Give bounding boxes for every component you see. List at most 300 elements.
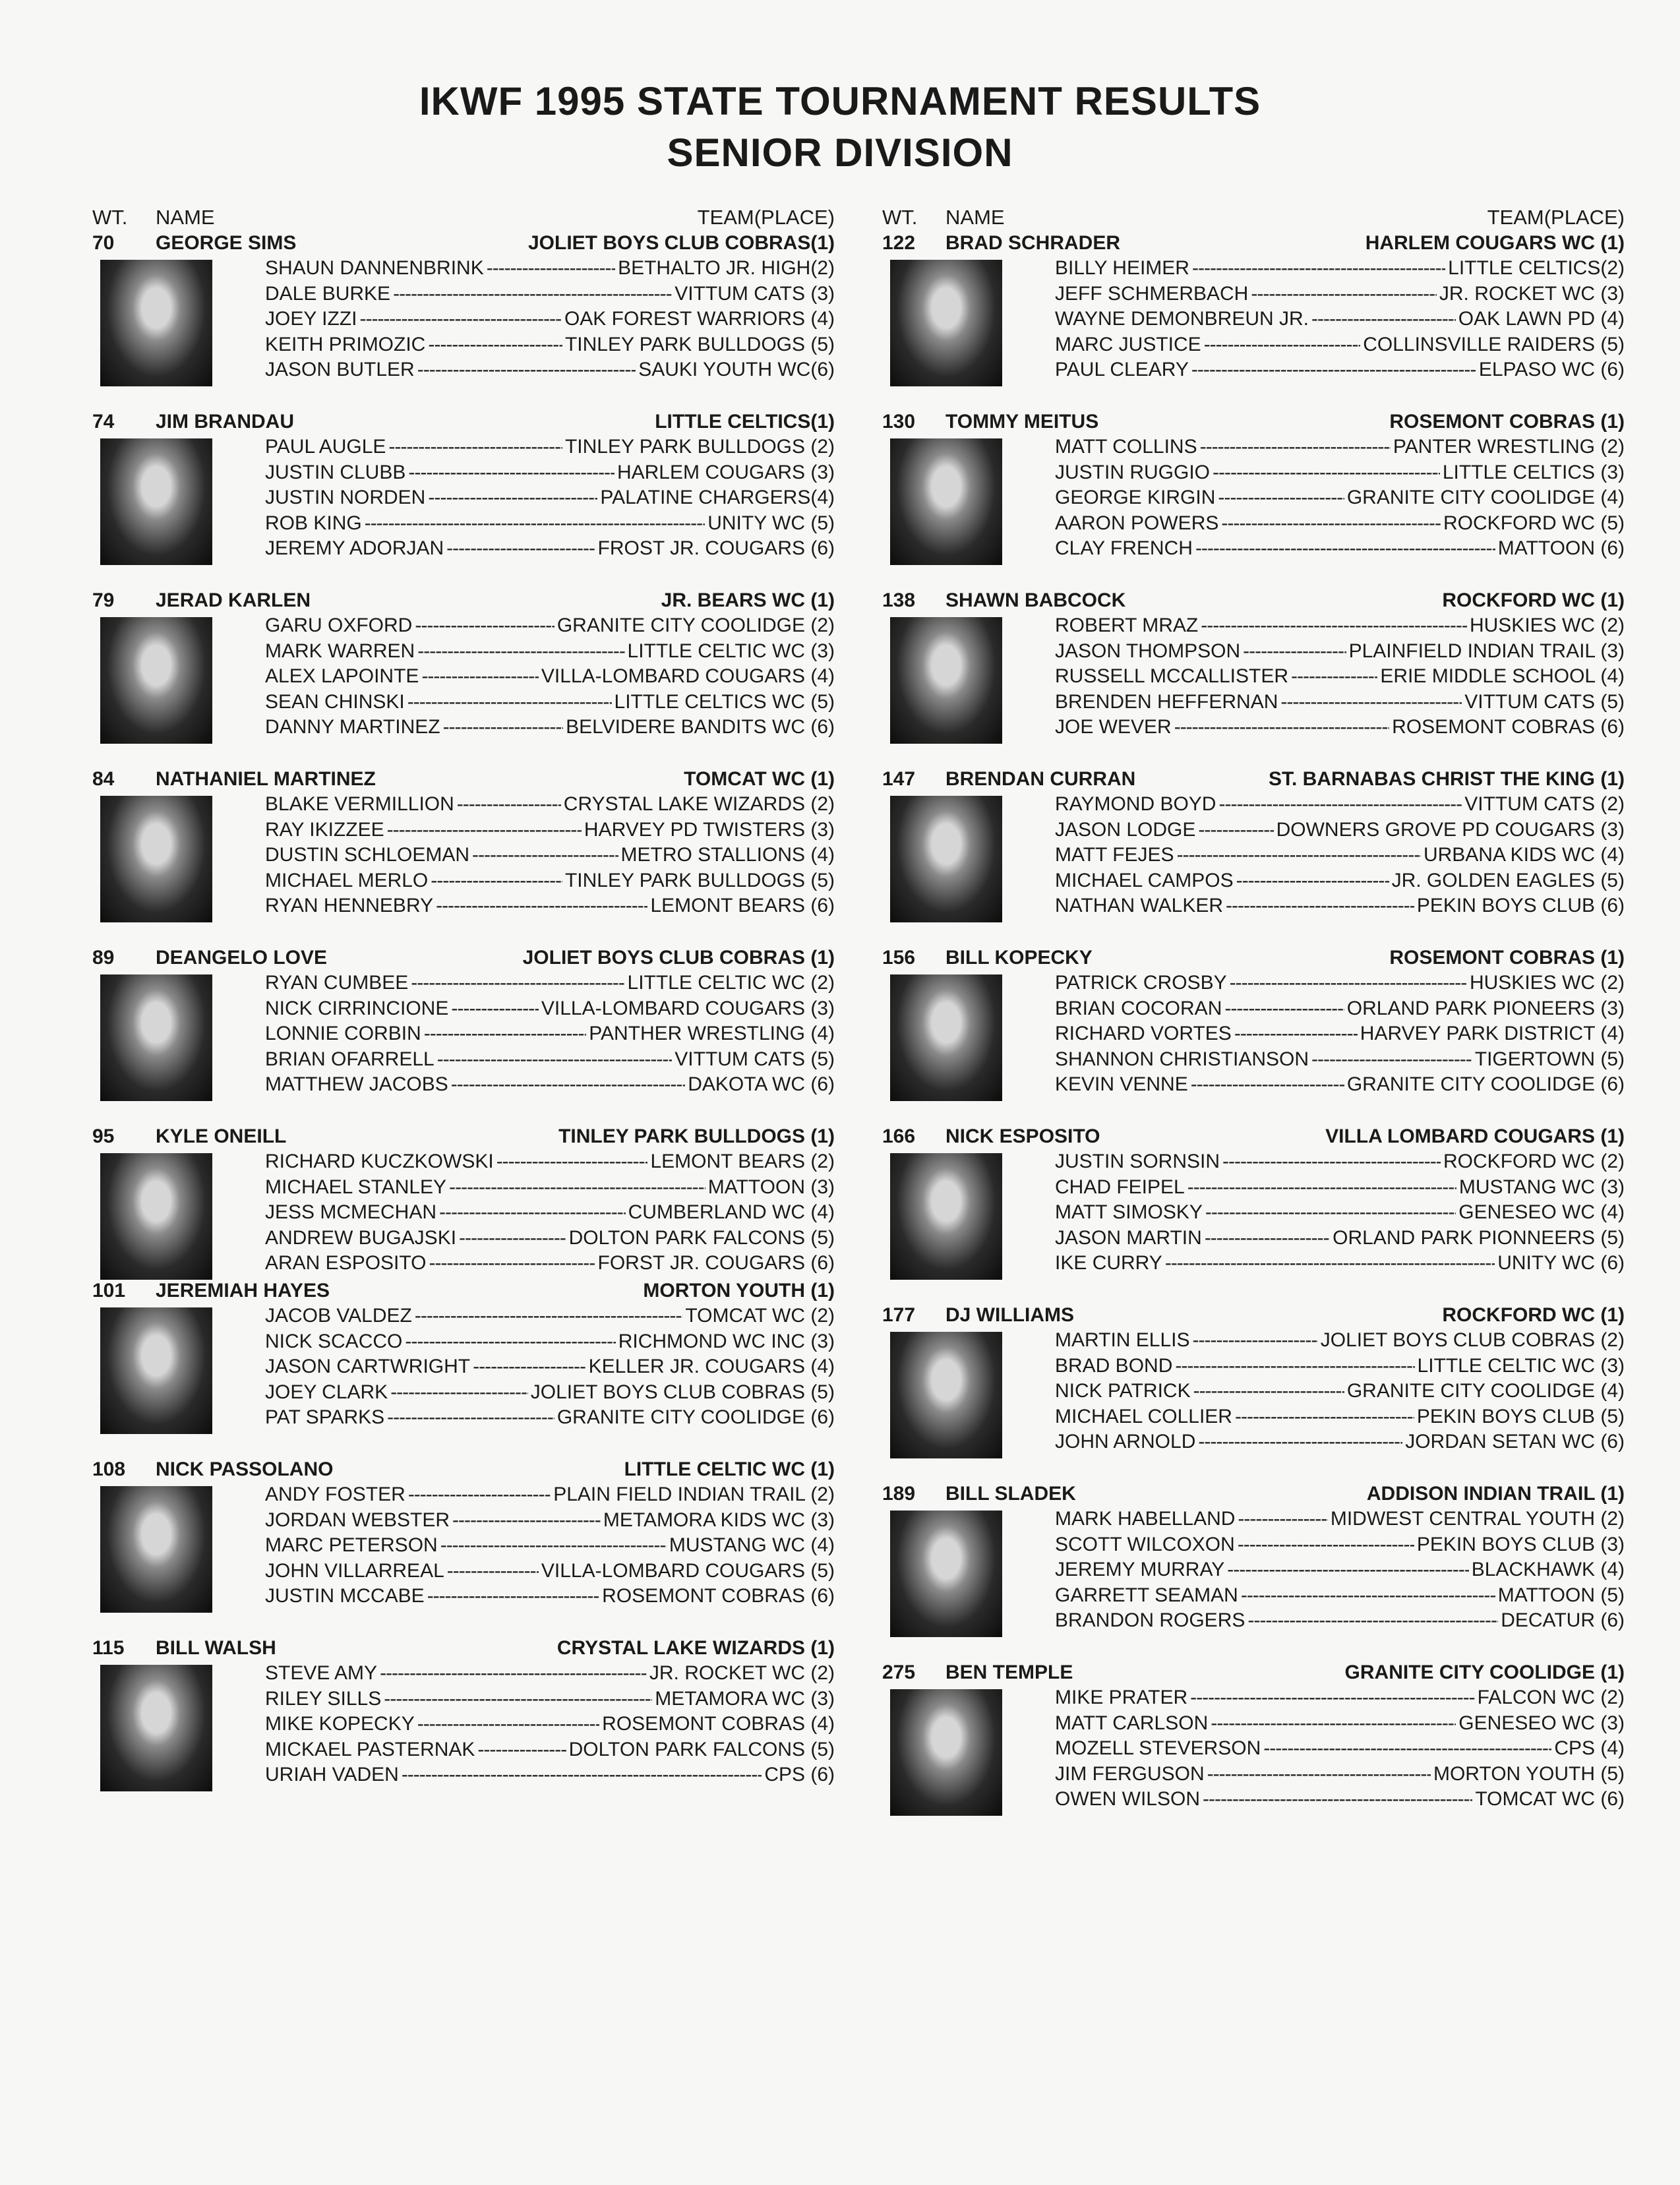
leader-dashes bbox=[451, 996, 539, 1022]
wrestler-photo bbox=[890, 1153, 1002, 1280]
placer-name: ARAN ESPOSITO bbox=[265, 1252, 427, 1274]
placer-row bbox=[265, 664, 835, 690]
leader-dashes bbox=[411, 971, 624, 996]
placer-row bbox=[265, 1251, 835, 1276]
weight: 101 bbox=[92, 1280, 126, 1302]
placer-team: TINLEY PARK BULLDOGS (5) bbox=[564, 869, 835, 891]
leader-dashes bbox=[1226, 893, 1414, 919]
placer-row bbox=[265, 434, 835, 460]
champion-team: LITTLE CELTICS(1) bbox=[655, 411, 835, 433]
leader-dashes bbox=[451, 1072, 685, 1098]
placer-team: VITTUM CATS (2) bbox=[1464, 793, 1625, 815]
leader-dashes bbox=[1238, 1532, 1414, 1558]
header-wt: WT. bbox=[92, 206, 128, 229]
placer-name: ANDREW BUGAJSKI bbox=[265, 1226, 457, 1249]
placer-row bbox=[265, 690, 835, 715]
placer-name: RAYMOND BOYD bbox=[1055, 793, 1216, 815]
placer-name: JUSTIN CLUBB bbox=[265, 461, 406, 483]
placer-team: PALATINE CHARGERS(4) bbox=[600, 487, 835, 508]
placer-row bbox=[1055, 1608, 1625, 1634]
leader-dashes bbox=[1263, 1736, 1551, 1762]
leader-dashes bbox=[428, 332, 562, 358]
placer-name: IKE CURRY bbox=[1055, 1252, 1162, 1274]
placer-row bbox=[265, 485, 835, 511]
placer-name: MATT FEJES bbox=[1055, 844, 1174, 866]
placer-team: TOMCAT WC (2) bbox=[685, 1305, 835, 1327]
placer-name: MATT CARLSON bbox=[1055, 1712, 1209, 1734]
weight-class bbox=[882, 1124, 1625, 1274]
weight: 156 bbox=[882, 947, 916, 969]
leader-dashes bbox=[1311, 1047, 1472, 1073]
placers-list bbox=[265, 1149, 835, 1276]
placer-row bbox=[265, 1021, 835, 1047]
placer-row bbox=[1055, 715, 1625, 740]
placer-name: BRANDON ROGERS bbox=[1055, 1609, 1245, 1631]
placer-name: RYAN CUMBEE bbox=[265, 972, 409, 994]
champion-name: JIM BRANDAU bbox=[156, 411, 294, 433]
placer-team: PEKIN BOYS CLUB (5) bbox=[1416, 1405, 1625, 1427]
champion-row bbox=[882, 409, 1625, 434]
placer-name: JOEY CLARK bbox=[265, 1381, 388, 1403]
placer-team: PLAINFIELD INDIAN TRAIL (3) bbox=[1348, 640, 1625, 662]
placer-name: JUSTIN NORDEN bbox=[265, 487, 426, 508]
leader-dashes bbox=[390, 1380, 528, 1406]
placer-row bbox=[265, 893, 835, 919]
wrestler-photo bbox=[890, 796, 1002, 922]
placer-row bbox=[265, 1329, 835, 1355]
leader-dashes bbox=[1192, 256, 1445, 282]
placer-team: URBANA KIDS WC (4) bbox=[1423, 844, 1625, 866]
placer-name: WAYNE DEMONBREUN JR. bbox=[1055, 308, 1309, 330]
leader-dashes bbox=[384, 1687, 652, 1712]
leader-dashes bbox=[443, 715, 564, 740]
placer-name: MICHAEL COLLIER bbox=[1055, 1405, 1232, 1427]
placer-name: CLAY FRENCH bbox=[1055, 537, 1193, 559]
placer-row bbox=[1055, 996, 1625, 1022]
placer-team: VITTUM CATS (3) bbox=[675, 282, 835, 305]
placer-name: URIAH VADEN bbox=[265, 1764, 399, 1785]
weight: 189 bbox=[882, 1483, 916, 1505]
placer-row bbox=[1055, 1072, 1625, 1098]
placer-team: CUMBERLAND WC (4) bbox=[628, 1201, 835, 1223]
placer-row bbox=[265, 996, 835, 1022]
wrestler-photo bbox=[100, 1153, 212, 1280]
placer-name: BILLY HEIMER bbox=[1055, 257, 1189, 279]
placer-team: PEKIN BOYS CLUB (6) bbox=[1416, 895, 1625, 916]
placer-row bbox=[265, 1405, 835, 1431]
placer-row bbox=[1055, 357, 1625, 383]
placers-list bbox=[1055, 613, 1625, 740]
placer-team: ROCKFORD WC (2) bbox=[1443, 1151, 1625, 1172]
wrestler-photo bbox=[100, 1486, 212, 1613]
placer-team: VILLA-LOMBARD COUGARS (4) bbox=[541, 665, 835, 687]
placer-name: JOE WEVER bbox=[1055, 716, 1172, 738]
leader-dashes bbox=[459, 1226, 566, 1251]
placer-name: BRENDEN HEFFERNAN bbox=[1055, 690, 1278, 713]
placer-row bbox=[1055, 460, 1625, 486]
leader-dashes bbox=[457, 792, 561, 818]
placer-row bbox=[265, 971, 835, 996]
placer-name: OWEN WILSON bbox=[1055, 1788, 1201, 1810]
weight: 108 bbox=[92, 1458, 126, 1480]
placer-team: RICHMOND WC INC (3) bbox=[618, 1330, 835, 1352]
placer-team: DOWNERS GROVE PD COUGARS (3) bbox=[1276, 818, 1625, 841]
placers-list bbox=[1055, 1507, 1625, 1634]
placer-name: MATT SIMOSKY bbox=[1055, 1201, 1203, 1223]
champion-name: BEN TEMPLE bbox=[945, 1661, 1073, 1683]
placer-name: GEORGE KIRGIN bbox=[1055, 487, 1216, 508]
placer-team: METRO STALLIONS (4) bbox=[620, 844, 835, 866]
placer-name: MARC JUSTICE bbox=[1055, 333, 1201, 355]
placer-row bbox=[1055, 818, 1625, 843]
leader-dashes bbox=[359, 307, 561, 332]
header-team: TEAM(PLACE) bbox=[697, 206, 835, 229]
leader-dashes bbox=[1235, 1404, 1414, 1430]
placer-name: CHAD FEIPEL bbox=[1055, 1176, 1185, 1198]
placer-team: JOLIET BOYS CLUB COBRAS (2) bbox=[1320, 1329, 1625, 1351]
placer-team: LITTLE CELTIC WC (3) bbox=[627, 640, 835, 662]
placer-team: HARLEM COUGARS (3) bbox=[616, 461, 835, 483]
leader-dashes bbox=[1198, 818, 1273, 843]
placer-team: DOLTON PARK FALCONS (5) bbox=[568, 1226, 835, 1249]
weight-class bbox=[92, 588, 835, 738]
weight-class bbox=[882, 588, 1625, 738]
champion-row bbox=[92, 1124, 835, 1149]
champion-row bbox=[882, 767, 1625, 792]
placer-row bbox=[1055, 1404, 1625, 1430]
placer-name: JORDAN WEBSTER bbox=[265, 1509, 450, 1531]
placer-name: JASON BUTLER bbox=[265, 359, 415, 380]
champion-name: JERAD KARLEN bbox=[156, 589, 311, 611]
placer-team: MIDWEST CENTRAL YOUTH (2) bbox=[1330, 1508, 1625, 1530]
champion-team: TINLEY PARK BULLDOGS (1) bbox=[558, 1125, 835, 1147]
weight-class bbox=[882, 767, 1625, 916]
placers-list bbox=[265, 971, 835, 1098]
placer-row bbox=[1055, 1021, 1625, 1047]
placer-team: HUSKIES WC (2) bbox=[1469, 972, 1625, 994]
placer-row bbox=[1055, 1711, 1625, 1737]
champion-team: TOMCAT WC (1) bbox=[684, 768, 835, 790]
placer-name: DANNY MARTINEZ bbox=[265, 716, 440, 738]
leader-dashes bbox=[439, 1200, 626, 1226]
leader-dashes bbox=[1230, 971, 1467, 996]
placer-row bbox=[265, 843, 835, 868]
placer-team: PANTHER WRESTLING (4) bbox=[589, 1023, 835, 1044]
placer-name: DUSTIN SCHLOEMAN bbox=[265, 844, 470, 866]
placer-row bbox=[265, 1533, 835, 1559]
placer-name: SEAN CHINSKI bbox=[265, 690, 405, 713]
weight-class bbox=[92, 1124, 835, 1274]
weight: 89 bbox=[92, 947, 115, 969]
header-name: NAME bbox=[156, 206, 215, 229]
wrestler-photo bbox=[100, 438, 212, 565]
champion-team: ROCKFORD WC (1) bbox=[1442, 1304, 1625, 1326]
champion-name: KYLE ONEILL bbox=[156, 1125, 287, 1147]
leader-dashes bbox=[1207, 1762, 1431, 1787]
placer-row bbox=[1055, 282, 1625, 307]
champion-team: GRANITE CITY COOLIDGE (1) bbox=[1344, 1661, 1625, 1683]
placer-team: VILLA-LOMBARD COUGARS (5) bbox=[541, 1559, 835, 1582]
placer-row bbox=[265, 1175, 835, 1201]
placer-row bbox=[1055, 1583, 1625, 1609]
placer-team: GRANITE CITY COOLIDGE (6) bbox=[1346, 1073, 1625, 1095]
placer-team: COLLINSVILLE RAIDERS (5) bbox=[1363, 333, 1625, 355]
placer-row bbox=[265, 613, 835, 639]
column-header bbox=[92, 206, 835, 232]
placer-row bbox=[1055, 511, 1625, 537]
champion-name: NATHANIEL MARTINEZ bbox=[156, 768, 376, 790]
leader-dashes bbox=[1175, 1354, 1414, 1379]
placers-list bbox=[1055, 1685, 1625, 1812]
placer-team: DAKOTA WC (6) bbox=[688, 1073, 835, 1095]
placer-team: ROSEMONT COBRAS (4) bbox=[602, 1713, 835, 1735]
weight-class bbox=[92, 1636, 835, 1785]
header-name: NAME bbox=[945, 206, 1005, 229]
placer-name: MICKAEL PASTERNAK bbox=[265, 1738, 475, 1760]
placer-row bbox=[1055, 1736, 1625, 1762]
leader-dashes bbox=[1213, 460, 1440, 486]
placer-team: DOLTON PARK FALCONS (5) bbox=[568, 1738, 835, 1760]
weight-class bbox=[882, 945, 1625, 1095]
placers-list bbox=[265, 256, 835, 383]
placer-name: JIM FERGUSON bbox=[1055, 1762, 1205, 1785]
weight: 84 bbox=[92, 768, 115, 790]
leader-dashes bbox=[437, 1047, 672, 1073]
placer-row bbox=[1055, 1200, 1625, 1226]
placer-name: JASON LODGE bbox=[1055, 818, 1196, 841]
placer-name: NICK PATRICK bbox=[1055, 1380, 1191, 1402]
placer-team: MATTOON (6) bbox=[1497, 537, 1625, 559]
placer-row bbox=[1055, 256, 1625, 282]
leader-dashes bbox=[1187, 1175, 1456, 1201]
column-header bbox=[882, 206, 1625, 232]
leader-dashes bbox=[487, 256, 615, 282]
weight: 70 bbox=[92, 232, 115, 254]
placer-name: AARON POWERS bbox=[1055, 512, 1219, 534]
placer-team: ERIE MIDDLE SCHOOL (4) bbox=[1380, 665, 1625, 687]
placer-row bbox=[265, 639, 835, 665]
placer-team: MATTOON (5) bbox=[1497, 1584, 1625, 1606]
wrestler-photo bbox=[890, 1689, 1002, 1816]
placer-name: SHANNON CHRISTIANSON bbox=[1055, 1048, 1309, 1070]
leader-dashes bbox=[1193, 1328, 1318, 1354]
weight: 115 bbox=[92, 1637, 125, 1659]
placers-list bbox=[265, 792, 835, 919]
placer-team: OAK FOREST WARRIORS (4) bbox=[564, 308, 835, 330]
placer-team: GRANITE CITY COOLIDGE (4) bbox=[1346, 487, 1625, 508]
placer-row bbox=[265, 1380, 835, 1406]
placer-team: JR. GOLDEN EAGLES (5) bbox=[1391, 869, 1625, 891]
placer-row bbox=[1055, 485, 1625, 511]
weight-class bbox=[92, 945, 835, 1095]
leader-dashes bbox=[380, 1661, 647, 1687]
placer-row bbox=[1055, 1685, 1625, 1711]
placer-name: RICHARD VORTES bbox=[1055, 1023, 1232, 1044]
leader-dashes bbox=[387, 1405, 555, 1431]
placer-team: LEMONT BEARS (6) bbox=[650, 895, 835, 916]
leader-dashes bbox=[424, 1021, 586, 1047]
leader-dashes bbox=[431, 868, 562, 894]
placer-team: ROSEMONT COBRAS (6) bbox=[602, 1585, 835, 1607]
champion-team: MORTON YOUTH (1) bbox=[643, 1280, 835, 1302]
placer-row bbox=[1055, 639, 1625, 665]
placer-row bbox=[265, 792, 835, 818]
placer-name: MIKE KOPECKY bbox=[265, 1713, 415, 1735]
placer-row bbox=[1055, 1226, 1625, 1251]
placer-name: MIKE PRATER bbox=[1055, 1687, 1188, 1708]
champion-row bbox=[92, 588, 835, 613]
placer-row bbox=[1055, 1507, 1625, 1532]
champion-row bbox=[882, 1482, 1625, 1507]
leader-dashes bbox=[1198, 1429, 1402, 1455]
weight: 74 bbox=[92, 411, 115, 433]
placer-team: CPS (4) bbox=[1554, 1737, 1625, 1759]
wrestler-photo bbox=[100, 974, 212, 1101]
champion-team: ROSEMONT COBRAS (1) bbox=[1389, 411, 1625, 433]
placers-list bbox=[1055, 434, 1625, 562]
champion-row bbox=[92, 945, 835, 971]
placer-team: LEMONT BEARS (2) bbox=[650, 1151, 835, 1172]
placer-team: TINLEY PARK BULLDOGS (5) bbox=[564, 333, 835, 355]
placer-name: NICK SCACCO bbox=[265, 1330, 403, 1352]
placer-name: ROBERT MRAZ bbox=[1055, 614, 1199, 636]
placer-name: PAT SPARKS bbox=[265, 1406, 385, 1428]
placer-row bbox=[265, 256, 835, 282]
placers-list bbox=[1055, 971, 1625, 1098]
weight: 275 bbox=[882, 1661, 916, 1683]
champion-row bbox=[92, 1278, 835, 1303]
placer-name: LONNIE CORBIN bbox=[265, 1023, 421, 1044]
wrestler-photo bbox=[890, 260, 1002, 386]
champion-row bbox=[882, 231, 1625, 256]
placer-name: RYAN HENNEBRY bbox=[265, 895, 434, 916]
placer-team: MUSTANG WC (3) bbox=[1458, 1176, 1625, 1198]
leader-dashes bbox=[447, 1559, 539, 1584]
placer-team: MORTON YOUTH (5) bbox=[1433, 1762, 1625, 1785]
leader-dashes bbox=[1204, 332, 1361, 358]
weight: 177 bbox=[882, 1304, 916, 1326]
wrestler-photo bbox=[890, 617, 1002, 744]
placer-team: KELLER JR. COUGARS (4) bbox=[588, 1356, 835, 1377]
leader-dashes bbox=[446, 536, 595, 562]
wrestler-photo bbox=[100, 796, 212, 922]
leader-dashes bbox=[1205, 1226, 1330, 1251]
placer-name: ROB KING bbox=[265, 512, 362, 534]
leader-dashes bbox=[1247, 1608, 1498, 1634]
placer-team: UNITY WC (5) bbox=[707, 512, 835, 534]
leader-dashes bbox=[415, 613, 554, 639]
leader-dashes bbox=[428, 485, 597, 511]
placer-name: JEFF SCHMERBACH bbox=[1055, 282, 1249, 305]
weight-class bbox=[882, 231, 1625, 380]
placer-row bbox=[1055, 1762, 1625, 1787]
champion-name: GEORGE SIMS bbox=[156, 232, 297, 254]
champion-row bbox=[92, 409, 835, 434]
placer-name: JESS MCMECHAN bbox=[265, 1201, 437, 1223]
weight: 79 bbox=[92, 589, 115, 611]
placer-row bbox=[1055, 868, 1625, 894]
placer-row bbox=[265, 1559, 835, 1584]
leader-dashes bbox=[405, 1329, 615, 1355]
placers-list bbox=[265, 1303, 835, 1431]
placer-team: METAMORA WC (3) bbox=[655, 1687, 835, 1710]
placers-list bbox=[1055, 1149, 1625, 1276]
placer-team: JOLIET BOYS CLUB COBRAS (5) bbox=[530, 1381, 835, 1403]
leader-dashes bbox=[472, 843, 618, 868]
leader-dashes bbox=[496, 1149, 648, 1175]
placer-row bbox=[1055, 307, 1625, 332]
leader-dashes bbox=[1243, 639, 1346, 665]
placer-team: ELPASO WC (6) bbox=[1478, 359, 1625, 380]
weight-class bbox=[882, 1660, 1625, 1810]
champion-row bbox=[92, 231, 835, 256]
leader-dashes bbox=[417, 357, 636, 383]
wrestler-photo bbox=[890, 438, 1002, 565]
placer-team: MATTOON (3) bbox=[707, 1176, 835, 1198]
placer-name: NICK CIRRINCIONE bbox=[265, 997, 449, 1019]
champion-row bbox=[882, 1124, 1625, 1149]
champion-team: LITTLE CELTIC WC (1) bbox=[624, 1458, 835, 1480]
weight-class bbox=[92, 409, 835, 559]
champion-row bbox=[882, 1660, 1625, 1685]
placer-team: LITTLE CELTICS (3) bbox=[1442, 461, 1625, 483]
placer-team: JR. ROCKET WC (3) bbox=[1439, 282, 1625, 305]
leader-dashes bbox=[408, 1482, 551, 1508]
placer-team: BELVIDERE BANDITS WC (6) bbox=[566, 716, 835, 738]
wrestler-photo bbox=[100, 1665, 212, 1791]
champion-name: BILL SLADEK bbox=[945, 1483, 1076, 1505]
placer-row bbox=[265, 307, 835, 332]
leader-dashes bbox=[393, 282, 672, 307]
leader-dashes bbox=[1193, 1379, 1344, 1404]
champion-row bbox=[92, 767, 835, 792]
placer-row bbox=[265, 1482, 835, 1508]
placer-team: METAMORA KIDS WC (3) bbox=[603, 1509, 835, 1531]
champion-row bbox=[92, 1636, 835, 1661]
champion-team: HARLEM COUGARS WC (1) bbox=[1365, 232, 1625, 254]
weight-class bbox=[92, 767, 835, 916]
wrestler-photo bbox=[100, 617, 212, 744]
placer-row bbox=[265, 715, 835, 740]
placer-team: GRANITE CITY COOLIDGE (2) bbox=[556, 614, 835, 636]
placer-row bbox=[1055, 1328, 1625, 1354]
champion-row bbox=[882, 945, 1625, 971]
weight: 122 bbox=[882, 232, 916, 254]
placer-row bbox=[265, 460, 835, 486]
placer-name: KEITH PRIMOZIC bbox=[265, 333, 426, 355]
placer-row bbox=[265, 818, 835, 843]
leader-dashes bbox=[1165, 1251, 1495, 1276]
placer-team: PEKIN BOYS CLUB (3) bbox=[1416, 1533, 1625, 1555]
leader-dashes bbox=[429, 1251, 595, 1276]
placers-list bbox=[265, 613, 835, 740]
champion-name: BILL WALSH bbox=[156, 1637, 276, 1659]
placer-name: PAUL CLEARY bbox=[1055, 359, 1189, 380]
placer-row bbox=[1055, 664, 1625, 690]
placer-name: MICHAEL STANLEY bbox=[265, 1176, 447, 1198]
champion-name: NICK ESPOSITO bbox=[945, 1125, 1100, 1147]
placer-team: PANTER WRESTLING (2) bbox=[1393, 436, 1625, 458]
placer-team: GENESEO WC (4) bbox=[1458, 1201, 1625, 1223]
champion-team: ST. BARNABAS CHRIST THE KING (1) bbox=[1268, 768, 1625, 790]
leader-dashes bbox=[1251, 282, 1437, 307]
leader-dashes bbox=[1174, 715, 1389, 740]
leader-dashes bbox=[365, 511, 705, 537]
placer-row bbox=[1055, 536, 1625, 562]
leader-dashes bbox=[1236, 868, 1389, 894]
weight: 147 bbox=[882, 768, 916, 790]
placer-team: TINLEY PARK BULLDOGS (2) bbox=[564, 436, 835, 458]
